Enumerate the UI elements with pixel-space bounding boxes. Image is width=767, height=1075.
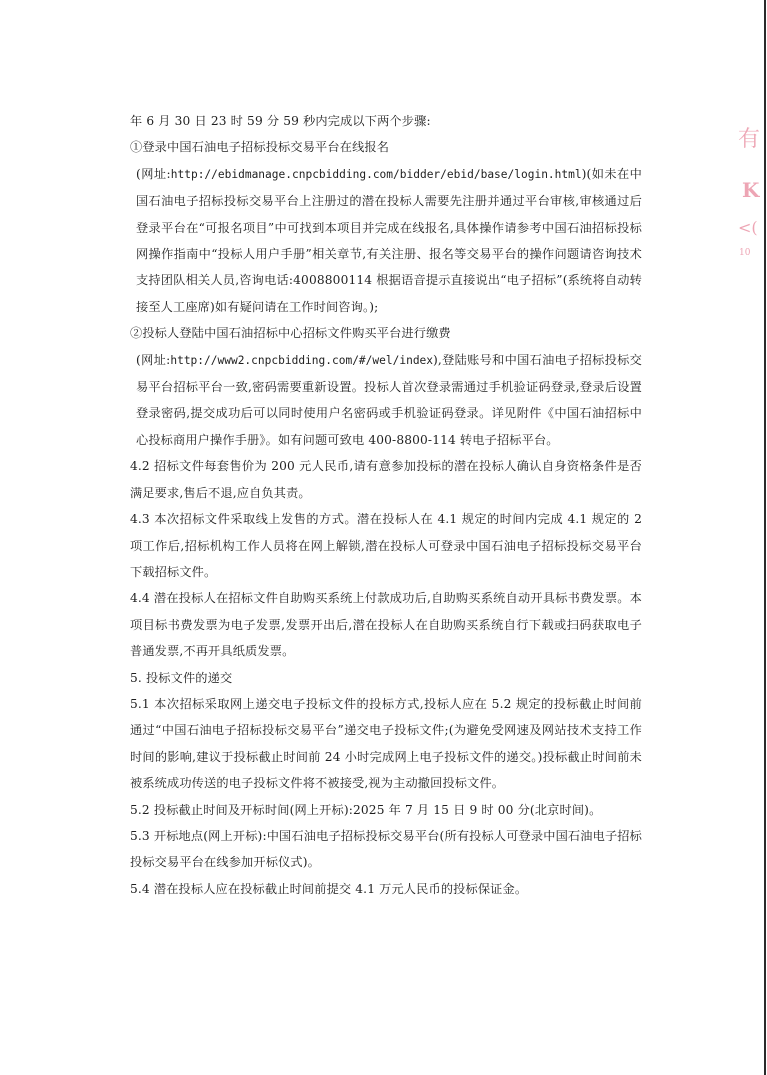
seal-char: 有 (738, 127, 761, 152)
login-url-link[interactable]: http://ebidmanage.cnpcbidding.com/bidder/ebid/base/login.html (170, 167, 582, 181)
seal-char: K (742, 178, 760, 202)
step-2-details (136, 347, 642, 454)
clause-5-4: 5.4 潜在投标人应在投标截止时间前提交 4.1 万元人民币的投标保证金。 (130, 881, 528, 896)
step-2-description: ),登陆账号和中国石油电子招标投标交易平台招标平台一致,密码需要重新设置。投标人首次登录需通过手机验证码登录,登录后设置登录密码,提交成功后可以同时使用户名密码或手机验证码登录。详见附件《中国石油招标中心投标商用户操作手册》。如有问题可致电 400-8800-114 转电子招标平台。 (136, 352, 642, 447)
red-seal-stamp (736, 118, 764, 278)
step-2-heading: ②投标人登陆中国石油招标中心招标文件购买平台进行缴费 (130, 326, 451, 341)
document-body (130, 108, 642, 902)
clause-5-3: 5.3 开标地点(网上开标):中国石油电子招标投标交易平台(所有投标人可登录中国石油电子招标投标交易平台在线参加开标仪式)。 (130, 828, 642, 870)
clause-5-1: 5.1 本次招标采取网上递交电子投标文件的投标方式,投标人应在 5.2 规定的投标截止时间前通过“中国石油电子招标投标交易平台”递交电子投标文件;(为避免受网速及网站技术支持工作时间的影响,建议于投标截止时间前 24 小时完成网上电子投标文件的递交。)投标截止时间前未被系统成功传送的电子投标文件将不被接受,视为主动撤回投标文件。 (130, 696, 642, 791)
seal-char: 10 (739, 248, 751, 258)
clause-4-3: 4.3 本次招标文件采取线上发售的方式。潜在投标人在 4.1 规定的时间内完成 4.1 规定的 2 项工作后,招标机构工作人员将在网上解锁,潜在投标人可登录中国石油电子招标投标交易平台下载招标文件。 (130, 512, 642, 579)
step-2-url-prefix: (网址: (136, 352, 171, 367)
seal-char: <( (738, 218, 758, 237)
step-1-heading: ①登录中国石油电子招标投标交易平台在线报名 (130, 140, 390, 155)
step-1-description: )(如未在中国石油电子招标投标交易平台上注册过的潜在投标人需要先注册并通过平台审核,审核通过后登录平台在“可报名项目”中可找到本项目并完成在线报名,具体操作请参考中国石油招标投标网操作指南中“投标人用户手册”相关章节,有关注册、报名等交易平台的操作问题请咨询技术支持团队相关人员,咨询电话:4008800114 根据语音提示直接说出“电子招标”(系统将自动转接至人工座席)如有疑问请在工作时间咨询。); (136, 166, 642, 314)
clause-4-2: 4.2 招标文件每套售价为 200 元人民币,请有意参加投标的潜在投标人确认自身资格条件是否满足要求,售后不退,应自负其责。 (130, 459, 642, 500)
step-1-url-prefix: (网址: (136, 166, 171, 181)
paragraph-deadline: 年 6 月 30 日 23 时 59 分 59 秒内完成以下两个步骤: (130, 114, 431, 128)
page-edge-border (764, 0, 766, 1075)
payment-url-link[interactable]: http://www2.cnpcbidding.com/#/wel/index (170, 353, 434, 367)
section-5-heading: 5. 投标文件的递交 (130, 670, 233, 685)
clause-4-4: 4.4 潜在投标人在招标文件自助购买系统上付款成功后,自助购买系统自动开具标书费发票。本项目标书费发票为电子发票,发票开出后,潜在投标人在自助购买系统自行下载或扫码获取电子普通发票,不再开具纸质发票。 (130, 591, 642, 659)
step-1-details (136, 161, 642, 320)
clause-5-2: 5.2 投标截止时间及开标时间(网上开标):2025 年 7 月 15 日 9 时 00 分(北京时间)。 (130, 802, 602, 817)
